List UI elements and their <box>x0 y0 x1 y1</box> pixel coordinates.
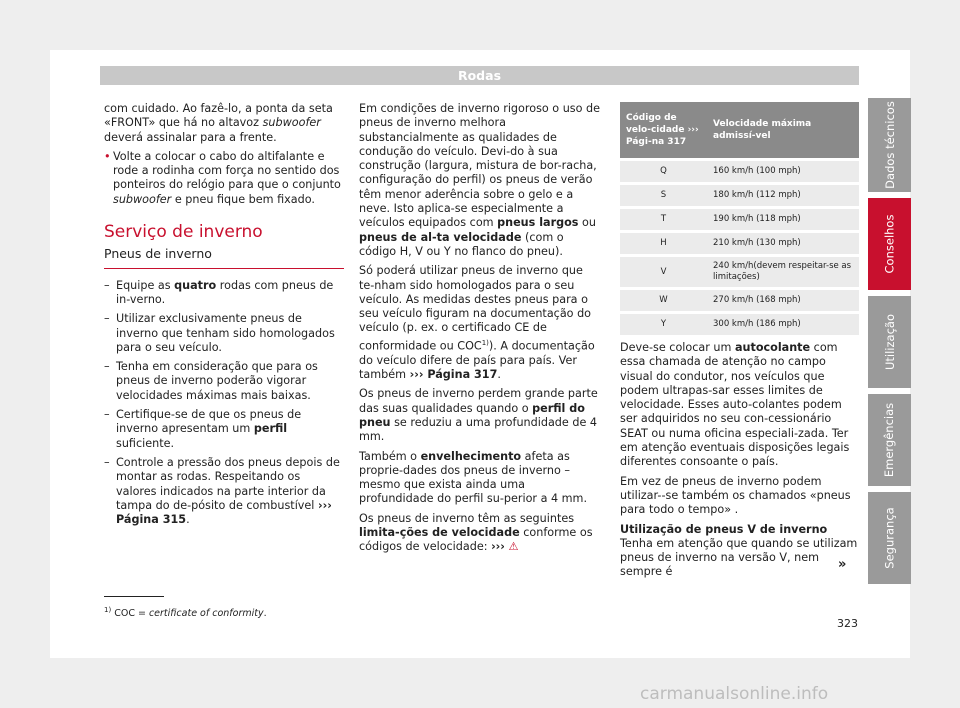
watermark: carmanualsonline.info <box>640 684 829 704</box>
paragraph: Em vez de pneus de inverno podem utilizar--se também os chamados «pneus para todo o tempo» . <box>620 474 851 517</box>
bullet-item: • Volte a colocar o cabo do altifalante e rode a rodinha com força no sentido dos ponteiros do relógio para que o conjunto subwoofer e pneu fique bem fixado. <box>104 149 341 206</box>
max-speed: 270 km/h (168 mph) <box>707 290 859 311</box>
table-row <box>620 209 859 230</box>
tab-utilizacao[interactable]: Utilização <box>868 296 911 388</box>
warning-link[interactable]: ››› <box>491 540 505 554</box>
list-item: – Equipe as quatro rodas com pneus de in-verno. <box>104 279 344 308</box>
section-header: Rodas <box>100 66 859 85</box>
column-1 <box>104 102 344 532</box>
tab-conselhos[interactable]: Conselhos <box>868 198 911 290</box>
max-speed: 240 km/h(devem respeitar-se as limitações) <box>707 257 859 287</box>
max-speed: 180 km/h (112 mph) <box>707 185 859 206</box>
list-item: – Controle a pressão dos pneus depois de montar as rodas. Respeitando os valores indicados na parte interior da tampa do de-pósito de combustível ››› Página 315. <box>104 456 344 527</box>
page-link[interactable]: ››› Página 317 <box>409 368 498 382</box>
speed-code: T <box>620 209 707 230</box>
speed-code: H <box>620 233 707 254</box>
paragraph: Também o envelhecimento afeta as proprie-dades dos pneus de inverno – mesmo que exista ainda uma profundidade do perfil su-perior a 4 mm. <box>359 449 588 506</box>
paragraph-title: Utilização de pneus V de inverno <box>620 522 828 536</box>
table-header-code: Código de velo-cidade ››› Pági-na 317 <box>620 102 707 158</box>
footnote-divider <box>104 596 164 597</box>
requirements-list <box>104 279 344 528</box>
speed-code-table <box>620 99 859 338</box>
table-row <box>620 290 859 311</box>
column-2 <box>359 102 601 560</box>
table-row <box>620 314 859 335</box>
warning-icon: ⚠ <box>508 540 519 554</box>
max-speed: 190 km/h (118 mph) <box>707 209 859 230</box>
page-number: 323 <box>837 617 858 630</box>
table-header-speed: Velocidade máxima admissí-vel <box>707 102 859 158</box>
subsection-heading: Pneus de inverno <box>104 247 344 268</box>
speed-code: Q <box>620 161 707 182</box>
paragraph: Deve-se colocar um autocolante com essa chamada de atenção no campo visual do condutor, nos veículos que podem ultrapas-sar esses limites de velocidade. Esses auto-colantes podem ser adquiridos no seu con-cessionário SEAT ou numa oficina especiali-zada. Ter em atenção eventuais disposições legais diferentes consoante o país. <box>620 341 850 469</box>
footnote: $^{1)}$ COC = certificate of conformity. <box>104 606 267 620</box>
list-item: – Utilizar exclusivamente pneus de inverno que tenham sido homologados para o seu veículo. <box>104 312 344 355</box>
list-item: – Certifique-se de que os pneus de inverno apresentam um perfil suficiente. <box>104 408 344 451</box>
max-speed: 210 km/h (130 mph) <box>707 233 859 254</box>
paragraph: Tenha em atenção que quando se utilizam pneus de inverno na versão V, nem sempre é <box>620 536 858 579</box>
speed-code: S <box>620 185 707 206</box>
page-link[interactable]: ››› Página 315 <box>116 498 332 527</box>
speed-code: W <box>620 290 707 311</box>
section-heading: Serviço de inverno <box>104 222 263 243</box>
tab-dados-tecnicos[interactable]: Dados técnicos <box>868 98 911 192</box>
table-row <box>620 161 859 182</box>
continue-icon: » <box>838 557 847 572</box>
tab-emergencias[interactable]: Emergências <box>868 394 911 486</box>
table-row <box>620 185 859 206</box>
table-row <box>620 257 859 287</box>
max-speed: 160 km/h (100 mph) <box>707 161 859 182</box>
max-speed: 300 km/h (186 mph) <box>707 314 859 335</box>
paragraph: com cuidado. Ao fazê-lo, a ponta da seta «FRONT» que há no altavoz subwoofer deverá assinalar para a frente. <box>104 102 333 144</box>
paragraph: Os pneus de inverno têm as seguintes limita-ções de velocidade conforme os códigos de velocidade: ››› ⚠ <box>359 511 593 554</box>
speed-code: V <box>620 257 707 287</box>
tab-seguranca[interactable]: Segurança <box>868 492 911 584</box>
paragraph: Os pneus de inverno perdem grande parte das suas qualidades quando o perfil do pneu se reduziu a uma profundidade de 4 mm. <box>359 387 598 444</box>
column-3 <box>620 341 858 585</box>
paragraph: Só poderá utilizar pneus de inverno que te-nham sido homologados para o seu veículo. As medidas destes pneus para o seu veículo figuram na documentação do veículo (p. ex. o certificado CE de conformidade ou COC$^{1)}$). A documentação do veículo difere de país para país. Ver também ››› Página 317. <box>359 264 595 382</box>
table-row <box>620 233 859 254</box>
list-item: – Tenha em consideração que para os pneus de inverno poderão vigorar velocidades máximas mais baixas. <box>104 360 344 403</box>
bullet-icon: • <box>104 149 111 163</box>
paragraph: Em condições de inverno rigoroso o uso de pneus de inverno melhora substancialmente as qualidades de condução do veículo. Devi-do à sua construção (largura, mistura de bor-racha, configuração do perfil) os pneus de verão têm menor aderência sobre o gelo e a neve. Isto aplica-se especialmente a veículos equipados com pneus largos ou pneus de al-ta velocidade (com o código H, V ou Y no flanco do pneu). <box>359 102 601 258</box>
speed-code: Y <box>620 314 707 335</box>
